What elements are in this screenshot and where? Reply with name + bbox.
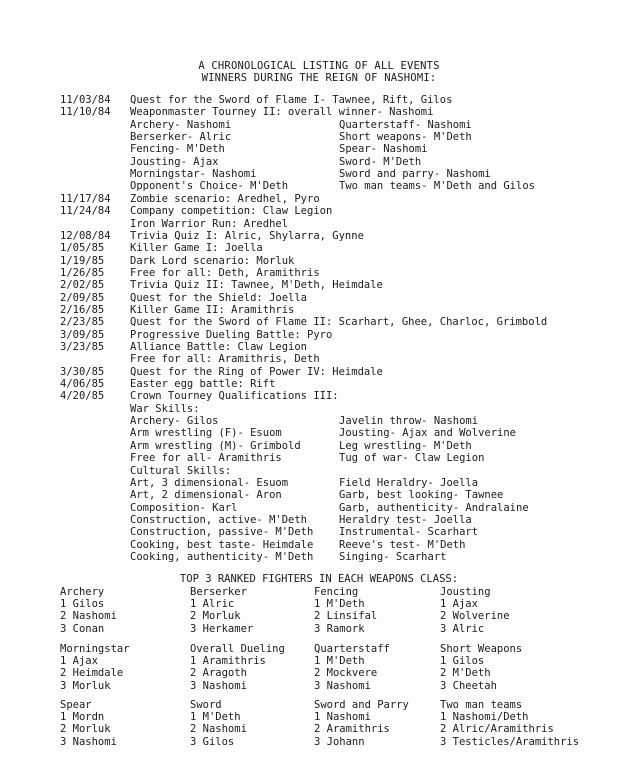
event-text-right: Leg wrestling- M'Deth — [339, 439, 472, 452]
event-date: 12/08/84 — [60, 229, 111, 242]
ranked-fighter: 1 M'Deth — [190, 711, 241, 724]
ranked-fighter: 3 Gilos — [190, 735, 235, 748]
event-text-right: Quarterstaff- Nashomi — [339, 118, 472, 131]
ranked-fighter: 1 Ajax — [60, 655, 98, 668]
event-text: Alliance Battle: Claw Legion — [130, 341, 308, 353]
event-text: Free for all: Aramithris, Deth — [130, 353, 320, 366]
event-text: Cultural Skills: — [130, 464, 232, 477]
weapon-class-name: Fencing — [314, 586, 359, 598]
event-text-right: Reeve's test- M'Deth — [339, 538, 466, 551]
weapon-class-name: Quarterstaff — [314, 643, 390, 655]
event-text: Quest for the Sword of Flame I- Tawnee, Rift, Gilos — [130, 94, 453, 106]
event-text: Progressive Dueling Battle: Pyro — [130, 328, 333, 341]
ranked-fighter: 2 Alric/Aramithris — [440, 723, 554, 736]
ranked-fighter: 2 Morluk — [60, 723, 111, 736]
event-date: 1/19/85 — [60, 254, 105, 267]
weapon-class-name: Jousting — [440, 586, 491, 598]
event-date: 4/06/85 — [60, 378, 105, 391]
event-date: 4/20/85 — [60, 390, 105, 403]
event-text: Quest for the Shield: Joella — [130, 291, 308, 304]
ranked-fighter: 3 Nashomi — [314, 679, 371, 692]
weapon-class — [440, 699, 579, 748]
event-text: Construction, active- M'Deth — [130, 513, 308, 526]
event-text: Quest for the Ring of Power IV: Heimdale — [130, 365, 383, 378]
weapon-class-name: Two man teams — [440, 699, 523, 711]
event-text-right: Jousting- Ajax and Wolverine — [339, 427, 517, 440]
event-text: Quest for the Sword of Flame II: Scarhart, Ghee, Charloc, Grimbold — [130, 316, 548, 329]
event-text: Iron Warrior Run: Aredhel — [130, 217, 289, 230]
event-text-right: Javelin throw- Nashomi — [339, 415, 479, 428]
weapon-class — [60, 643, 130, 692]
weapon-class — [314, 643, 390, 692]
ranked-fighter: 2 Heimdale — [60, 667, 124, 680]
ranked-fighter: 2 Wolverine — [440, 610, 510, 623]
ranked-fighter: 2 M'Deth — [440, 667, 491, 680]
event-text: Morningstar- Nashomi — [130, 168, 257, 181]
event-text-right: Garb, authenticity- Andralaine — [339, 501, 529, 514]
ranked-fighter: 3 Nashomi — [60, 735, 117, 748]
ranked-fighter: 1 Alric — [190, 598, 235, 611]
ranked-fighter: 1 Ajax — [440, 598, 478, 611]
event-date: 2/02/85 — [60, 279, 105, 292]
ranked-title: TOP 3 RANKED FIGHTERS IN EACH WEAPONS CLASS: — [179, 573, 459, 585]
event-date: 2/09/85 — [60, 291, 105, 304]
event-text: Arm wrestling (M)- Grimbold — [130, 439, 301, 452]
event-text-right: Heraldry test- Joella — [339, 513, 472, 526]
event-text: Archery- Nashomi — [130, 118, 232, 131]
ranked-fighter: 1 Nashomi — [314, 711, 371, 724]
event-date: 11/17/84 — [60, 192, 111, 205]
ranked-fighter: 1 Nashomi/Deth — [440, 711, 529, 724]
ranked-fighter: 3 Herkamer — [190, 622, 254, 635]
event-text: Cooking, best taste- Heimdale — [130, 538, 314, 551]
event-text: Easter egg battle: Rift — [130, 378, 276, 391]
ranked-fighter: 3 Ramork — [314, 622, 365, 635]
event-text-right: Field Heraldry- Joella — [339, 476, 479, 489]
weapon-class-name: Overall Dueling — [190, 643, 285, 655]
event-text: Cooking, authenticity- M'Deth — [130, 550, 314, 563]
weapon-class-name: Morningstar — [60, 643, 130, 655]
event-date: 2/16/85 — [60, 303, 105, 316]
event-text: Fencing- M'Deth — [130, 143, 225, 156]
event-text-right: Singing- Scarhart — [339, 550, 447, 563]
weapon-class-name: Short Weapons — [440, 643, 523, 655]
ranked-fighter: 3 Johann — [314, 735, 365, 748]
event-text: Composition- Karl — [130, 501, 238, 514]
event-text-right: Sword- M'Deth — [339, 155, 422, 168]
event-text: Archery- Gilos — [130, 415, 219, 428]
event-text: Dark Lord scenario: Morluk — [130, 254, 295, 267]
event-text-right: Spear- Nashomi — [339, 143, 428, 156]
weapon-class-name: Spear — [60, 699, 92, 711]
ranked-fighter: 1 M'Deth — [314, 655, 365, 668]
weapon-class-name: Berserker — [190, 586, 247, 598]
ranked-fighter: 2 Nashomi — [60, 610, 117, 623]
document-title-line-1: A CHRONOLOGICAL LISTING OF ALL EVENTS — [198, 60, 440, 72]
event-text: Weaponmaster Tourney II: overall winner- Nashomi — [130, 106, 434, 119]
ranked-fighter: 2 Morluk — [190, 610, 241, 623]
ranked-fighter: 2 Mockvere — [314, 667, 378, 680]
weapon-class-name: Sword — [190, 699, 222, 711]
weapon-class-name: Sword and Parry — [314, 699, 409, 711]
weapon-class — [440, 643, 522, 692]
event-date: 1/26/85 — [60, 266, 105, 279]
event-text: Crown Tourney Qualifications III: — [130, 390, 339, 403]
event-text: Killer Game II: Aramithris — [130, 303, 295, 316]
ranked-fighter: 3 Testicles/Aramithris — [440, 735, 580, 748]
event-date: 3/23/85 — [60, 341, 105, 353]
event-text: Trivia Quiz II: Tawnee, M'Deth, Heimdale — [130, 279, 383, 292]
ranked-fighter: 2 Aragoth — [190, 667, 247, 680]
event-date: 11/24/84 — [60, 205, 111, 218]
event-date: 11/10/84 — [60, 106, 111, 119]
ranked-fighter: 3 Conan — [60, 622, 105, 635]
ranked-fighter: 1 Gilos — [60, 598, 105, 611]
event-text: Trivia Quiz I: Alric, Shylarra, Gynne — [130, 229, 364, 242]
event-date: 11/03/84 — [60, 94, 111, 106]
event-text: Free for all- Aramithris — [130, 452, 282, 465]
ranked-fighter: 2 Linsifal — [314, 610, 378, 623]
weapon-class — [440, 586, 510, 635]
event-text: Arm wrestling (F)- Esuom — [130, 427, 282, 440]
event-text-right: Instrumental- Scarhart — [339, 526, 479, 539]
weapon-class — [314, 699, 409, 748]
weapon-class — [190, 699, 247, 748]
weapon-class-name: Archery — [60, 586, 105, 598]
weapon-class — [190, 643, 285, 692]
ranked-fighter: 1 Aramithris — [190, 655, 266, 668]
ranked-fighter: 3 Nashomi — [190, 679, 247, 692]
weapon-class — [60, 699, 117, 748]
event-text: Construction, passive- M'Deth — [130, 526, 314, 539]
event-text: Berserker- Alric — [130, 131, 232, 144]
ranked-fighter: 2 Aramithris — [314, 723, 390, 736]
ranked-fighter: 1 Mordn — [60, 711, 105, 724]
event-text: Art, 2 dimensional- Aron — [130, 489, 282, 502]
ranked-fighter: 1 M'Deth — [314, 598, 365, 611]
event-text: Free for all: Deth, Aramithris — [130, 266, 320, 279]
event-text-right: Short weapons- M'Deth — [339, 131, 472, 144]
event-text: War Skills: — [130, 402, 200, 415]
event-date: 3/30/85 — [60, 365, 105, 378]
ranked-fighter: 3 Alric — [440, 622, 485, 635]
event-text: Killer Game I: Joella — [130, 242, 263, 255]
event-date: 3/09/85 — [60, 328, 105, 341]
ranked-fighter: 2 Nashomi — [190, 723, 247, 736]
ranked-fighter: 3 Cheetah — [440, 679, 497, 692]
event-text-right: Garb, best looking- Tawnee — [339, 489, 504, 502]
event-text-right: Tug of war- Claw Legion — [339, 452, 485, 465]
event-date: 1/05/85 — [60, 242, 105, 255]
event-text: Art, 3 dimensional- Esuom — [130, 476, 289, 489]
ranked-fighter: 1 Gilos — [440, 655, 485, 668]
event-text: Zombie scenario: Aredhel, Pyro — [130, 192, 320, 205]
weapon-class — [60, 586, 117, 635]
event-text: Opponent's Choice- M'Deth — [130, 180, 289, 193]
event-date: 2/23/85 — [60, 316, 105, 329]
event-text: Jousting- Ajax — [130, 155, 219, 168]
event-text-right: Two man teams- M'Deth and Gilos — [339, 180, 535, 193]
ranked-fighter: 3 Morluk — [60, 679, 111, 692]
weapon-class — [190, 586, 253, 635]
event-text: Company competition: Claw Legion — [130, 205, 333, 218]
event-text-right: Sword and parry- Nashomi — [339, 168, 491, 181]
weapon-class — [314, 586, 377, 635]
document-title-line-2: WINNERS DURING THE REIGN OF NASHOMI: — [201, 72, 437, 84]
